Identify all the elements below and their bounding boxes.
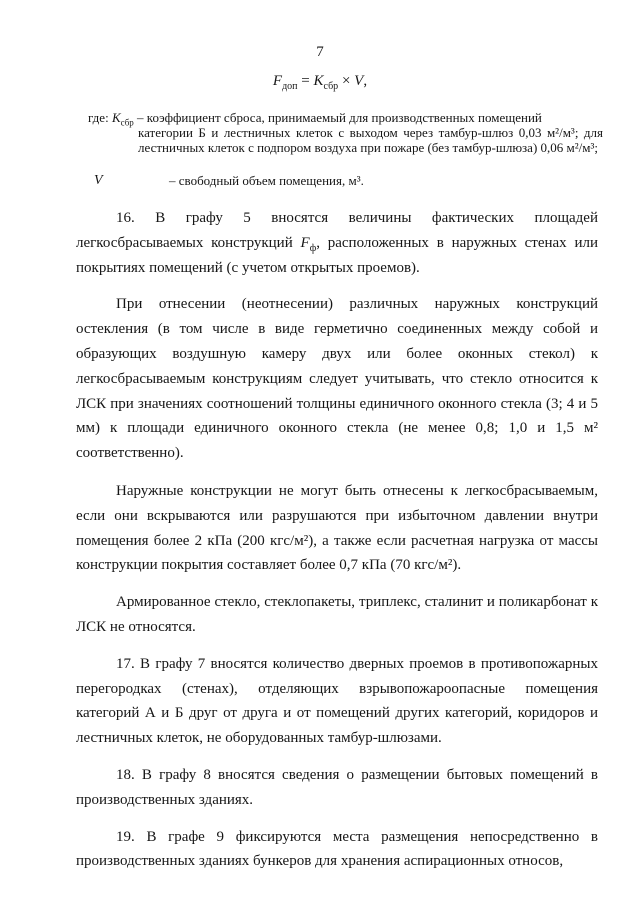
formula-v: V xyxy=(354,73,364,89)
paragraph-18: 18. В графу 8 вносятся сведения о размещении бытовых помещений в производственных зданиях. xyxy=(76,766,598,808)
formula-f-sub: доп xyxy=(282,81,298,92)
legend-k-sub: сбр xyxy=(120,117,134,128)
paragraph-19: 19. В графе 9 фиксируются места размещения непосредственно в производственных зданиях бункеров для хранения аспирационных относов, xyxy=(76,828,598,870)
paragraph-17: 17. В графу 7 вносятся количество дверных проемов в противопожарных перегородках (стенах), отделяющих взрывопожароопасные помещения категорий А и Б друг от друга и от помещений других категорий, коридоров и лестничных клеток, не оборудованных тамбур-шлюзами. xyxy=(76,655,598,747)
legend-k-text: – коэффициент сброса, принимаемый для производственных помещений xyxy=(137,110,542,125)
p16-text-a: 16. В графу 5 вносятся величины фактических площадей легкосбрасываемых конструкций xyxy=(76,210,598,251)
page-number: 7 xyxy=(316,44,324,60)
p16-text-b: , расположенных в наружных стенах или покрытиях помещений (с учетом открытых проемов). xyxy=(76,234,599,276)
document-body xyxy=(76,206,598,874)
legend-v-text: – свободный объем помещения, м³. xyxy=(169,173,364,188)
formula-k: K xyxy=(313,73,324,89)
formula xyxy=(0,73,640,92)
p16-symbol: F xyxy=(300,234,310,251)
p16-symbol-sub: ф xyxy=(309,242,317,254)
formula-times: × xyxy=(341,73,351,89)
formula-f: F xyxy=(272,73,283,89)
paragraph-reinforced-glass: Армированное стекло, стеклопакеты, триплекс, сталинит и поликарбонат к ЛСК не относятся. xyxy=(76,594,598,635)
paragraph-outer-constructions: Наружные конструкции не могут быть отнесены к легкосбрасываемым, если они вскрываются или разрушаются при избыточном давлении внутри помещения более 2 кПа (200 кгс/м²), а также если расчетная нагрузка от массы конструкции покрытия составляет более 0,7 кПа (70 кгс/м²). xyxy=(76,482,598,574)
paragraph-glazing: При отнесении (неотнесении) различных наружных конструкций остекления (в том числе в виде герметично соединенных между собой и образующих воздушную камеру двух или более оконных стекол) к легкосбрасываемым конструкциям следует учитывать, что стекло относится к ЛСК при значениях соотношений толщины единичного оконного стекла (3; 4 и 5 мм) к площади единичного оконного стекла (не менее 0,8; 1,0 и 1,5 м² соответственно). xyxy=(76,296,598,462)
legend-v-symbol: V xyxy=(94,173,103,188)
formula-tail: , xyxy=(363,73,368,89)
legend-k-symbol: K xyxy=(111,110,121,125)
formula-eq: = xyxy=(301,73,310,89)
formula-k-sub: сбр xyxy=(323,81,339,92)
paragraph-16 xyxy=(76,206,598,280)
legend-k-continuation: категории Б и лестничных клеток с выходом через тамбур-шлюз 0,03 м²/м³; для лестничных клеток с подпором воздуха при пожаре (без тамбур-шлюза) 0,06 м²/м³; xyxy=(138,125,603,155)
legend-where: где: xyxy=(88,110,109,125)
